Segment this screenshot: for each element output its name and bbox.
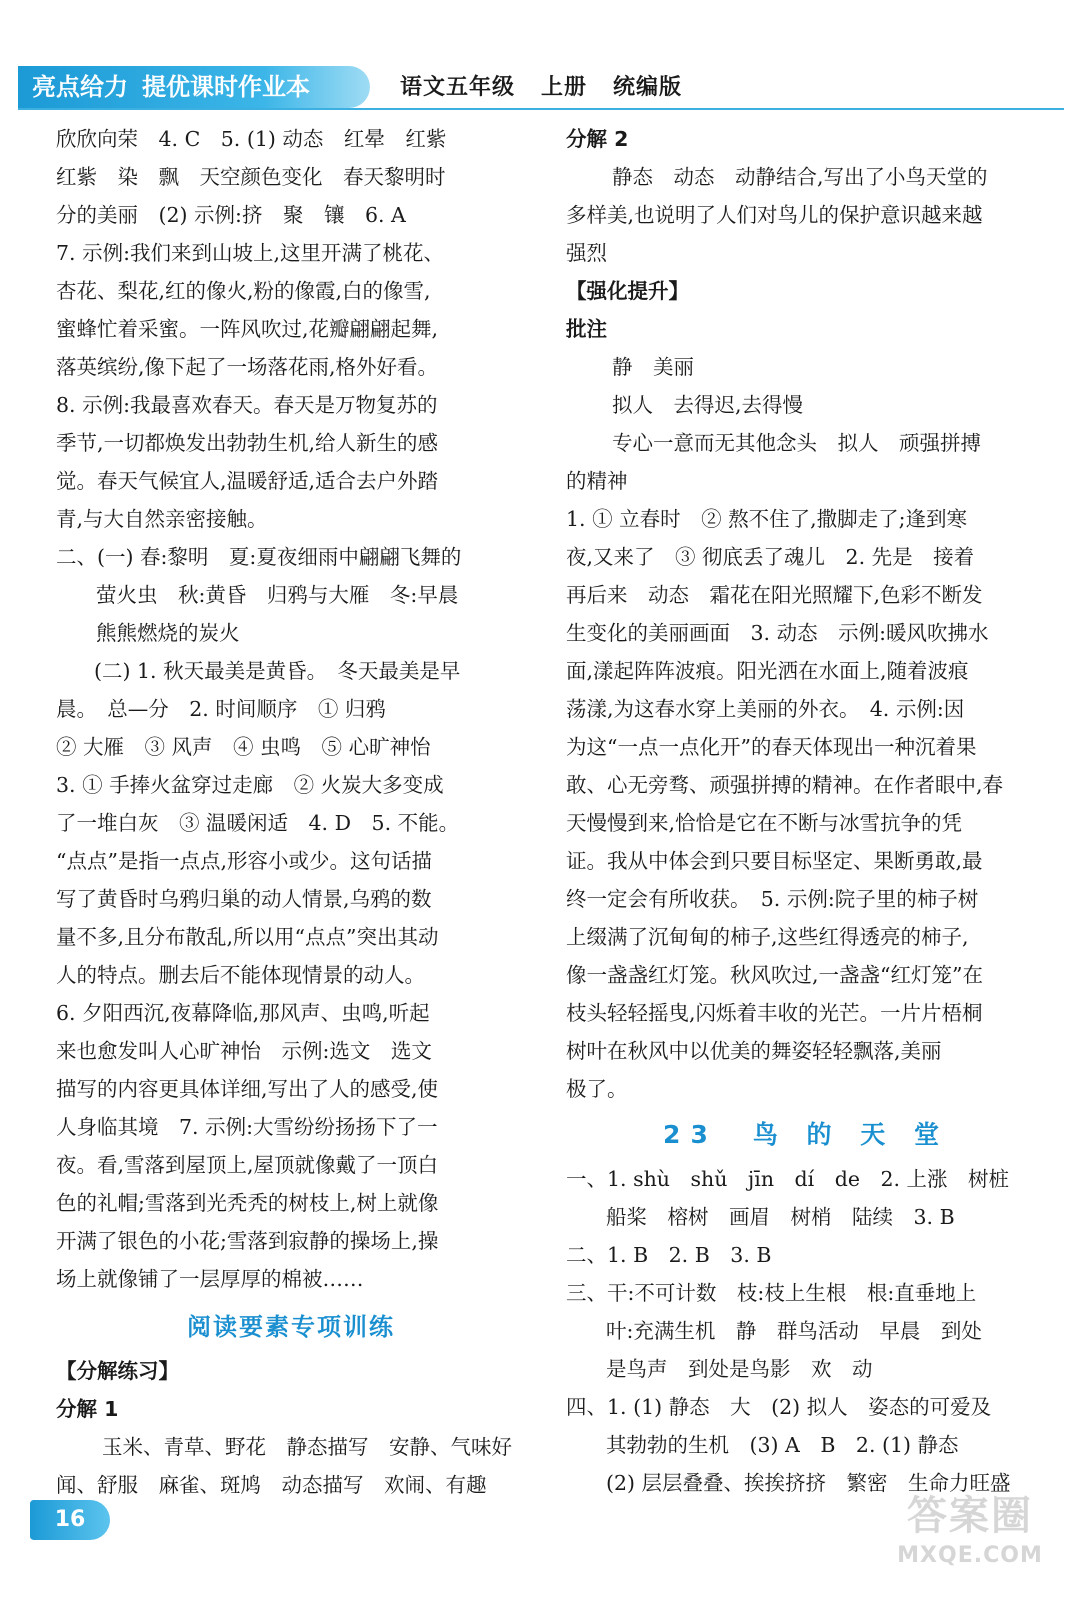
book-info — [400, 70, 708, 101]
answer-line: ② 大雁 ③ 风声 ④ 虫鸣 ⑤ 心旷神怡 — [56, 735, 431, 759]
answer-line: 终一定会有所收获。 5. 示例:院子里的柿子树 — [566, 887, 979, 911]
answer-line: 场上就像铺了一层厚厚的棉被…… — [56, 1267, 364, 1291]
answer-line: 描写的内容更具体详细,写出了人的感受,使 — [56, 1077, 439, 1101]
answer-line: 青,与大自然亲密接触。 — [56, 507, 268, 531]
split1-line: 闻、舒服 麻雀、斑鸠 动态描写 欢闹、有趣 — [56, 1473, 487, 1497]
answer-line: 季节,一切都焕发出勃勃生机,给人新生的感 — [56, 431, 439, 455]
split1-line: 玉米、青草、野花 静态描写 安静、气味好 — [102, 1435, 512, 1459]
answer-line: 为这“一点一点化开”的春天体现出一种沉着果 — [566, 735, 977, 759]
answer-line: 人身临其境 7. 示例:大雪纷纷扬扬下了一 — [56, 1115, 438, 1139]
annotation-line: 静 美丽 — [612, 355, 694, 379]
annotation-label: 批注 — [566, 317, 607, 341]
answer-line: 8. 示例:我最喜欢春天。春天是万物复苏的 — [56, 393, 438, 417]
section-title: 阅读要素专项训练 — [187, 1313, 395, 1341]
answer-line: 3. ① 手捧火盆穿过走廊 ② 火炭大多变成 — [56, 773, 444, 797]
page-number: 16 — [30, 1500, 110, 1540]
answer-line: 夜。看,雪落到屋顶上,屋顶就像戴了一顶白 — [56, 1153, 439, 1177]
answer-line: 像一盏盏红灯笼。秋风吹过,一盏盏“红灯笼”在 — [566, 963, 983, 987]
answer-line: 熊熊燃烧的炭火 — [96, 621, 240, 645]
page-header — [0, 0, 1082, 108]
answer-line: 来也愈发叫人心旷神怡 示例:选文 选文 — [56, 1039, 432, 1063]
answer-line: 三、干:不可计数 枝:枝上生根 根:直垂地上 — [566, 1281, 977, 1305]
subject-grade: 语文五年级 — [400, 75, 516, 100]
answer-line: 一、1. shù shǔ jīn dí de 2. 上涨 树桩 — [566, 1167, 1010, 1191]
answer-line: 色的礼帽;雪落到光秃秃的树枝上,树上就像 — [56, 1191, 439, 1215]
answer-line: 是鸟声 到处是鸟影 欢 动 — [606, 1357, 873, 1381]
split2-line: 强烈 — [566, 241, 607, 265]
answer-line: 晨。 总—分 2. 时间顺序 ① 归鸦 — [56, 697, 386, 721]
answer-line: 面,漾起阵阵波痕。阳光洒在水面上,随着波痕 — [566, 659, 969, 683]
right-column — [566, 120, 1046, 1502]
answer-line: 枝头轻轻摇曳,闪烁着丰收的光芒。一片片梧桐 — [566, 1001, 983, 1025]
left-column — [56, 120, 526, 1504]
edition: 统编版 — [613, 75, 683, 100]
answer-line: 二、1. B 2. B 3. B — [566, 1243, 772, 1267]
volume: 上册 — [541, 75, 588, 100]
series-name: 提优课时作业本 — [142, 73, 310, 101]
answer-line: “点点”是指一点点,形容小或少。这句话描 — [56, 849, 432, 873]
answer-line: 天慢慢到来,恰恰是它在不断与冰雪抗争的凭 — [566, 811, 963, 835]
lesson-title: 23 鸟 的 天 堂 — [663, 1120, 949, 1149]
answer-line: (2) 层层叠叠、挨挨挤挤 繁密 生命力旺盛 — [606, 1471, 1011, 1495]
answer-line: 写了黄昏时乌鸦归巢的动人情景,乌鸦的数 — [56, 887, 432, 911]
split-practice-label: 【分解练习】 — [56, 1359, 179, 1383]
site-watermark — [880, 1490, 1060, 1590]
answer-line: 红紫 染 飘 天空颜色变化 春天黎明时 — [56, 165, 446, 189]
answer-line: 欣欣向荣 4. C 5. (1) 动态 红晕 红紫 — [56, 127, 447, 151]
answer-line: 分的美丽 (2) 示例:挤 聚 镶 6. A — [56, 203, 406, 227]
brand-name: 亮点给力 — [32, 73, 128, 101]
split2-label: 分解 2 — [566, 127, 629, 151]
annotation-line: 专心一意而无其他念头 拟人 顽强拼搏 — [612, 431, 981, 455]
answer-line: 荡漾,为这春水穿上美丽的外衣。 4. 示例:因 — [566, 697, 965, 721]
right-answer-block — [566, 500, 1046, 1108]
answer-line: 杏花、梨花,红的像火,粉的像霞,白的像雪, — [56, 279, 431, 303]
answer-line: 敢、心无旁骛、顽强拼搏的精神。在作者眼中,春 — [566, 773, 1004, 797]
answer-line: 船桨 榕树 画眉 树梢 陆续 3. B — [606, 1205, 955, 1229]
answer-line: 蜜蜂忙着采蜜。一阵风吹过,花瓣翩翩起舞, — [56, 317, 439, 341]
answer-line: 证。我从中体会到只要目标坚定、果断勇敢,最 — [566, 849, 983, 873]
answer-line: 6. 夕阳西沉,夜幕降临,那风声、虫鸣,听起 — [56, 1001, 430, 1025]
split1-label: 分解 1 — [56, 1397, 119, 1421]
strengthen-label: 【强化提升】 — [566, 279, 689, 303]
watermark-url: MXQE.COM — [897, 1543, 1043, 1568]
answer-line: (二) 1. 秋天最美是黄昏。 冬天最美是早 — [94, 659, 461, 683]
answer-line: 开满了银色的小花;雪落到寂静的操场上,操 — [56, 1229, 439, 1253]
split2-line: 静态 动态 动静结合,写出了小鸟天堂的 — [612, 165, 988, 189]
answer-line: 人的特点。删去后不能体现情景的动人。 — [56, 963, 425, 987]
answer-line: 7. 示例:我们来到山坡上,这里开满了桃花、 — [56, 241, 444, 265]
answer-line: 了一堆白灰 ③ 温暖闲适 4. D 5. 不能。 — [56, 811, 460, 835]
answer-line: 极了。 — [566, 1077, 628, 1101]
answer-line: 上缀满了沉甸甸的柿子,这些红得透亮的柿子, — [566, 925, 969, 949]
answer-line: 觉。春天气候宜人,温暖舒适,适合去户外踏 — [56, 469, 439, 493]
answer-line: 夜,又来了 ③ 彻底丢了魂儿 2. 先是 接着 — [566, 545, 975, 569]
answer-line: 树叶在秋风中以优美的舞姿轻轻飘落,美丽 — [566, 1039, 942, 1063]
split2-line: 多样美,也说明了人们对鸟儿的保护意识越来越 — [566, 203, 983, 227]
watermark-logo-text: 答案圈 — [907, 1493, 1033, 1539]
answer-line: 1. ① 立春时 ② 熬不住了,撒脚走了;逢到寒 — [566, 507, 968, 531]
answer-line: 叶:充满生机 静 群鸟活动 早晨 到处 — [606, 1319, 982, 1343]
answer-line: 落英缤纷,像下起了一场落花雨,格外好看。 — [56, 355, 439, 379]
annotation-line: 拟人 去得迟,去得慢 — [612, 393, 804, 417]
lesson-answer-block — [566, 1160, 1046, 1502]
answer-line: 二、(一) 春:黎明 夏:夏夜细雨中翩翩飞舞的 — [56, 545, 462, 569]
answer-line: 再后来 动态 霜花在阳光照耀下,色彩不断发 — [566, 583, 983, 607]
answer-line: 萤火虫 秋:黄昏 归鸦与大雁 冬:早晨 — [96, 583, 459, 607]
series-banner — [18, 66, 370, 108]
answer-line: 四、1. (1) 静态 大 (2) 拟人 姿态的可爱及 — [566, 1395, 992, 1419]
header-divider — [18, 108, 1064, 110]
annotation-line: 的精神 — [566, 469, 628, 493]
answer-line: 生变化的美丽画面 3. 动态 示例:暖风吹拂水 — [566, 621, 989, 645]
answer-line: 量不多,且分布散乱,所以用“点点”突出其动 — [56, 925, 439, 949]
answer-line: 其勃勃的生机 (3) A B 2. (1) 静态 — [606, 1433, 959, 1457]
left-answer-block — [56, 120, 526, 1298]
